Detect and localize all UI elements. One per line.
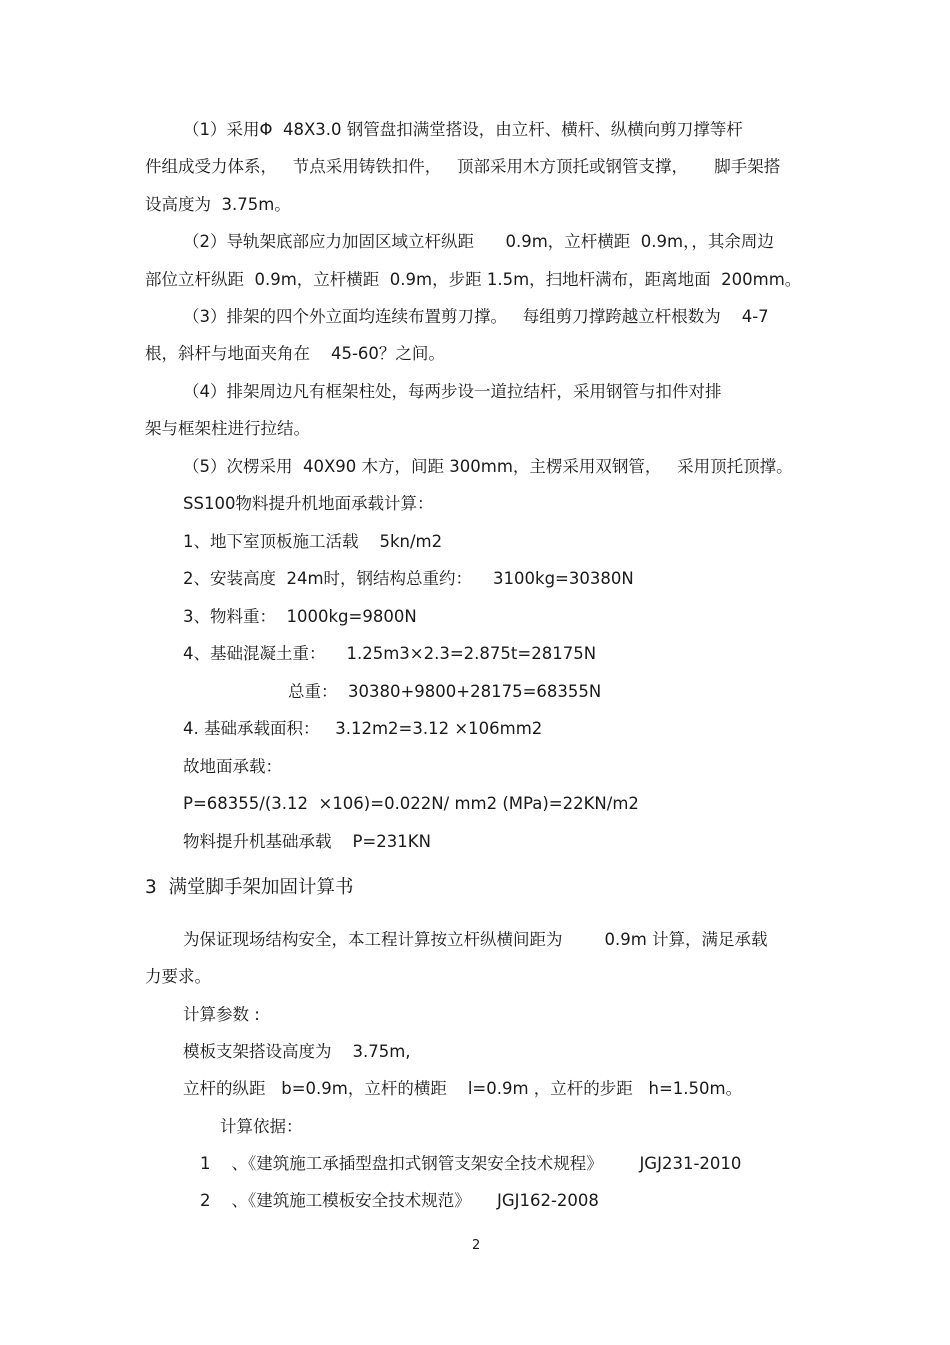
calc-item: 故地面承载： (183, 757, 282, 776)
paragraph-line: 根，斜杆与地面夹角在 45-60？之间。 (145, 344, 445, 363)
paragraph-line: 为保证现场结构安全，本工程计算按立杆纵横间距为 0.9m 计算，满足承载 (183, 930, 768, 949)
section-heading: 3 满堂脚手架加固计算书 (145, 877, 354, 898)
page-number: 2 (472, 1238, 481, 1253)
basis-item: 1 、《建筑施工承插型盘扣式钢管支架安全技术规程》 JGJ231-2010 (200, 1154, 742, 1173)
calc-item: 4. 基础承载面积： 3.12m2=3.12 ×106mm2 (183, 719, 543, 738)
paragraph-line: 架与框架柱进行拉结。 (145, 419, 310, 438)
paragraph-line: （3）排架的四个外立面均连续布置剪刀撑。 每组剪刀撑跨越立杆根数为 4-7 (183, 307, 769, 326)
calc-total: 总重： 30380+9800+28175=68355N (288, 682, 602, 701)
paragraph-line: （4）排架周边凡有框架柱处，每两步设一道拉结杆，采用钢管与扣件对排 (183, 382, 722, 401)
calc-item: 4、基础混凝土重： 1.25m3×2.3=2.875t=28175N (183, 644, 597, 663)
calc-item: 2、安装高度 24m时，钢结构总重约： 3100kg=30380N (183, 569, 634, 588)
paragraph-line: 件组成受力体系， 节点采用铸铁扣件， 顶部采用木方顶托或钢管支撑， 脚手架搭 (145, 157, 781, 176)
paragraph-line: （1）采用Φ 48X3.0 钢管盘扣满堂搭设，由立杆、横杆、纵横向剪刀撑等杆 (183, 120, 743, 139)
basis-label: 计算依据： (220, 1117, 303, 1136)
paragraph-line: （2）导轨架底部应力加固区域立杆纵距 0.9m，立杆横距 0.9m，，其余周边 (183, 232, 774, 251)
paragraph-line: （5）次楞采用 40X90 木方，间距 300mm，主楞采用双钢管， 采用顶托顶撑。 (183, 457, 793, 476)
calc-item: 1、地下室顶板施工活载 5kn/m2 (183, 532, 443, 551)
param-line: 立杆的纵距 b=0.9m，立杆的横距 l=0.9m ，立杆的步距 h=1.50m。 (183, 1079, 743, 1098)
paragraph-line: 力要求。 (145, 967, 211, 986)
basis-item: 2 、《建筑施工模板安全技术规范》 JGJ162-2008 (200, 1191, 599, 1210)
paragraph-line: 设高度为 3.75m。 (145, 195, 291, 214)
param-line: 模板支架搭设高度为 3.75m, (183, 1042, 411, 1061)
paragraph-line: 部位立杆纵距 0.9m，立杆横距 0.9m，步距 1.5m，扫地杆满布，距离地面 200mm。 (145, 270, 802, 289)
calc-item: 3、物料重： 1000kg=9800N (183, 607, 417, 626)
calc-formula: P=68355/(3.12 ×106)=0.022N/ mm2 (MPa)=22KN/m2 (183, 794, 639, 813)
param-label: 计算参数 : (183, 1005, 260, 1024)
calc-result: 物料提升机基础承载 P=231KN (183, 832, 431, 851)
calc-heading: SS100物料提升机地面承载计算： (183, 494, 434, 513)
